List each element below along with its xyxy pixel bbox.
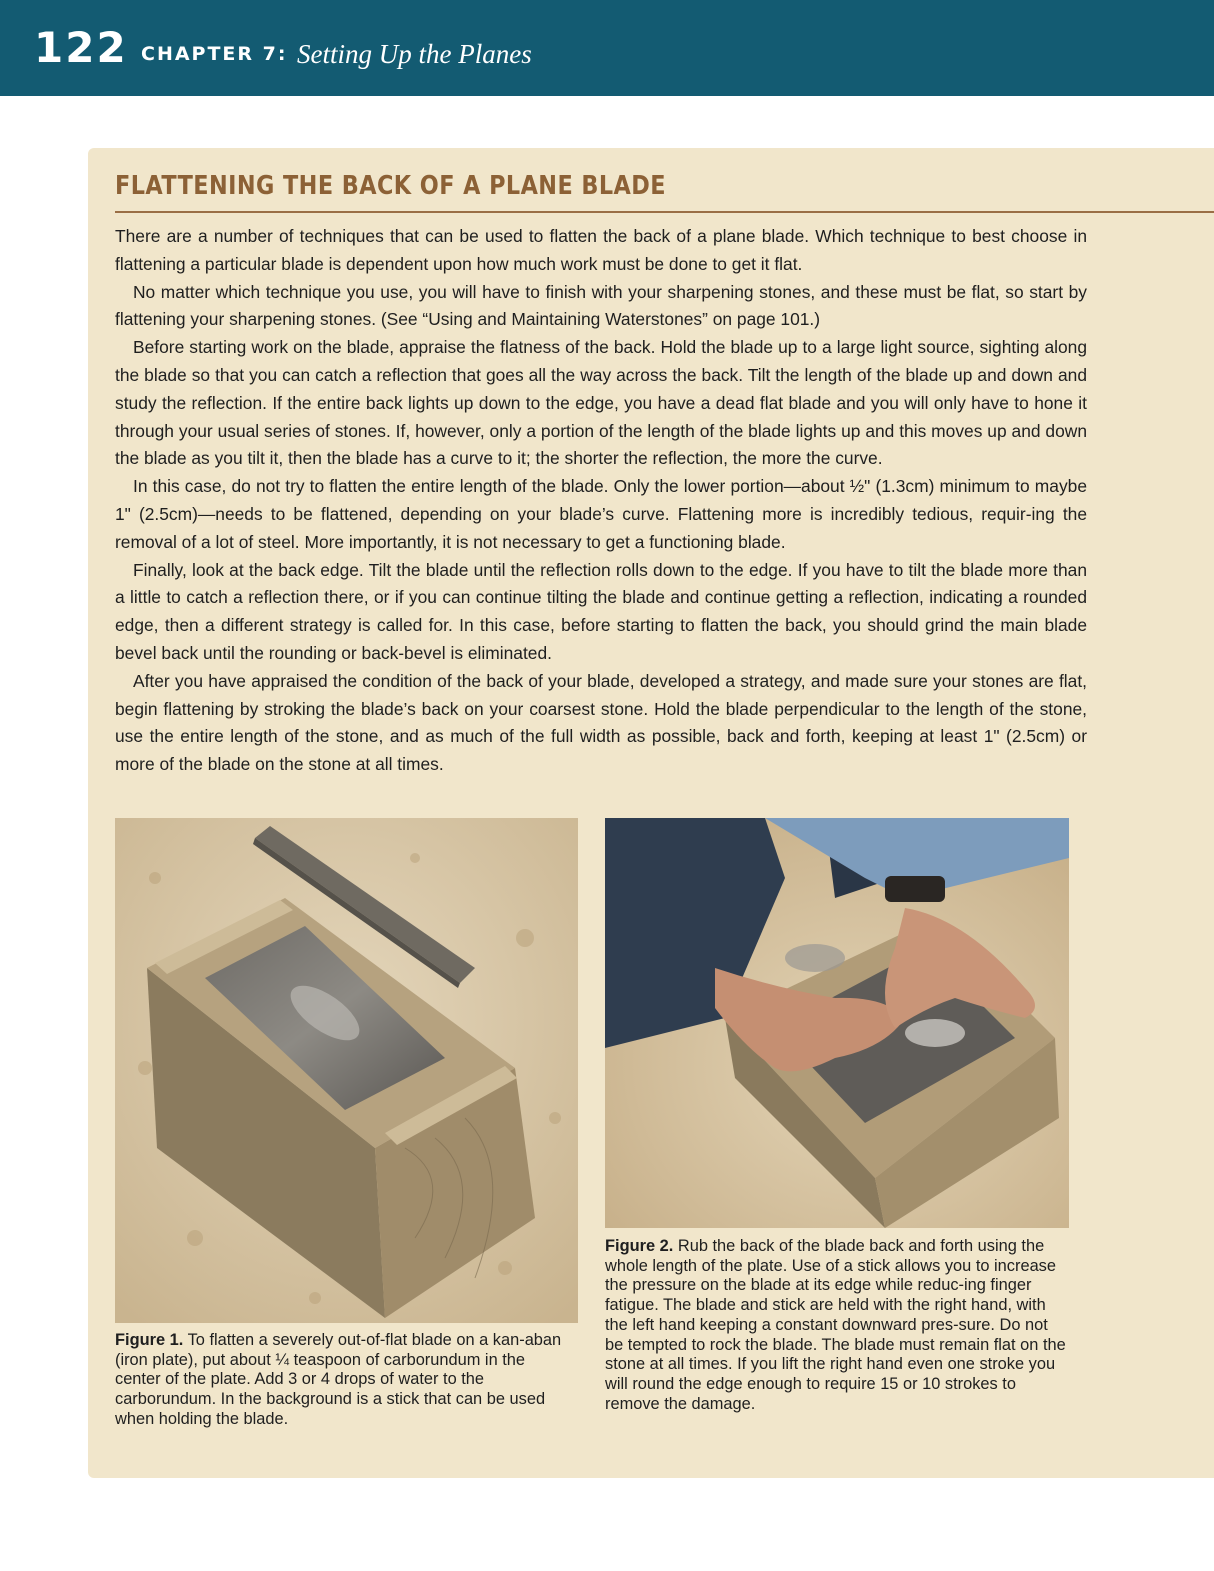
body-paragraph: Finally, look at the back edge. Tilt the blade until the reflection rolls down to the edge. If you have to tilt the blade more than a little to catch a reflection there, or if you can continue tilting the blade and continue getting a reflection, indicating a rounded edge, then a different strategy is called for. In this case, before starting to flatten the back, you should grind the main blade bevel back until the rounding or back-bevel is eliminated. (115, 559, 1087, 663)
figure-1-photo (115, 818, 578, 1323)
figure-2-photo (605, 818, 1069, 1228)
sidebar-heading: FLATTENING THE BACK OF A PLANE BLADE (115, 171, 666, 201)
body-paragraph: Before starting work on the blade, appraise the flatness of the back. Hold the blade up to a large light source, sighting along the blade so that you can catch a reflection that goes all the way across the back. Tilt the length of the blade up and down and study the reflection. If the entire back lights up down to the edge, you have a dead flat blade and you will only have to hone it through your usual series of stones. If, however, only a portion of the length of the blade lights up and this moves up and down the blade as you tilt it, then the blade has a curve to it; the shorter the reflection, the more the curve. (115, 337, 1087, 469)
figure-1-caption-text: To flatten a severely out-of-flat blade on a kan-aban (iron plate), put about ¼ teaspoon of carborundum in the center of the plate. Add 3 or 4 drops of water to the carborundum. In the background is a stick that can be used when holding the blade. (115, 1331, 562, 1428)
page-number: 122 (34, 23, 128, 72)
chapter-label: CHAPTER 7: (141, 43, 288, 65)
figure-2-illustration (605, 818, 1069, 1228)
body-paragraph: There are a number of techniques that can be used to flatten the back of a plane blade. Which technique to best choose in flattening a particular blade is dependent upon how much work must be done to get it flat. (115, 226, 1087, 274)
sidebar-body (115, 223, 1087, 779)
heading-rule (115, 211, 1214, 213)
chapter-title: Setting Up the Planes (297, 39, 532, 69)
figure-1-label: Figure 1. (115, 1331, 184, 1349)
figure-2-label: Figure 2. (605, 1237, 674, 1255)
body-paragraph: In this case, do not try to flatten the entire length of the blade. Only the lower portion—about ½" (1.3cm) minimum to maybe 1" (2.5cm)—needs to be flattened, depending on your blade’s curve. Flattening more is incredibly tedious, requir-ing the removal of a lot of steel. More importantly, it is not necessary to get a functioning blade. (115, 476, 1087, 552)
figure-1-illustration (115, 818, 578, 1323)
figure-2-caption-text: Rub the back of the blade back and forth using the whole length of the plate. Use of a stick allows you to increase the pressure on the blade at its edge while reduc-ing finger fatigue. The blade and stick are held with the right hand, with the left hand keeping a constant downward pres-sure. Do not be tempted to rock the blade. The blade must remain flat on the stone at all times. If you lift the right hand even one stroke you will round the edge enough to require 15 or 10 strokes to remove the damage. (605, 1237, 1066, 1413)
figure-2-caption (605, 1237, 1070, 1414)
figure-1-caption (115, 1331, 570, 1430)
body-paragraph: After you have appraised the condition of the back of your blade, developed a strategy, and made sure your stones are flat, begin flattening by stroking the blade’s back on your coarsest stone. Hold the blade perpendicular to the length of the stone, use the entire length of the stone, and as much of the full width as possible, back and forth, keeping at least 1" (2.5cm) or more of the blade on the stone at all times. (115, 670, 1087, 775)
body-paragraph: No matter which technique you use, you will have to finish with your sharpening stones, and these must be flat, so start by flattening your sharpening stones. (See “Using and Maintaining Waterstones” on page 101.) (115, 281, 1087, 330)
